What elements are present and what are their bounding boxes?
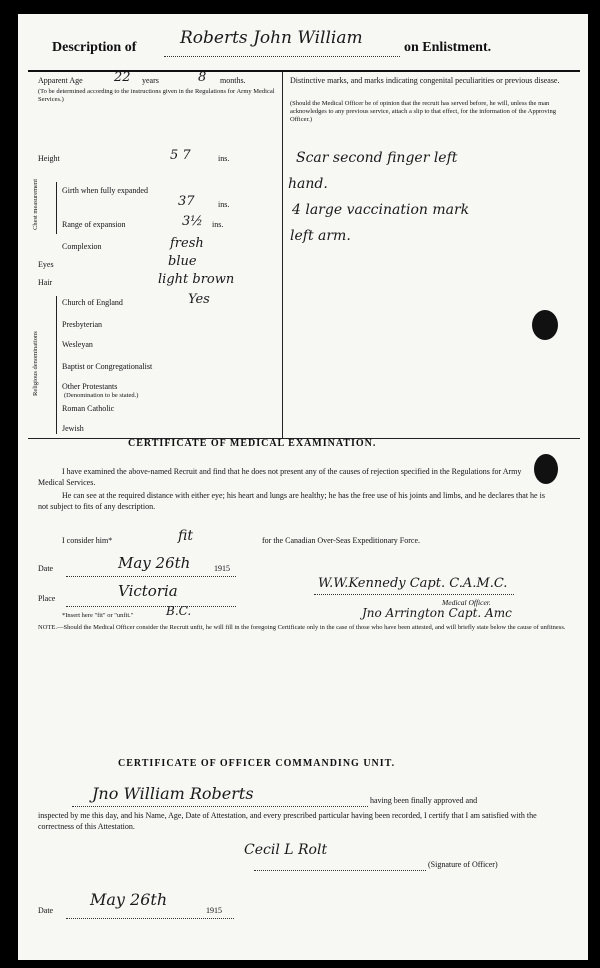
officer-date-value: May 26th: [90, 890, 168, 909]
medical-year: 1915: [214, 564, 230, 573]
girth-ins: ins.: [218, 200, 230, 209]
months-label: months.: [220, 76, 246, 85]
consider-prefix: I consider him*: [62, 536, 113, 545]
religion-bracket: [56, 296, 57, 434]
religion-wesleyan: Wesleyan: [62, 340, 93, 349]
officer-date-label: Date: [38, 906, 54, 915]
header-name-line: [164, 56, 400, 57]
religion-church-of-england: Church of England: [62, 298, 123, 307]
place-label: Place: [38, 594, 56, 603]
marks-note: (Should the Medical Officer be of opinion that the recruit has served before, he will, unless the man acknowledges to any previous service, attach a slip to that effect, for the information of the Approving Officer.): [290, 100, 556, 123]
religion-other-note: (Denomination to be stated.): [64, 392, 139, 399]
range-value: 3½: [182, 214, 203, 229]
marks-line-4: left arm.: [290, 228, 351, 244]
consider-value: fit: [178, 528, 193, 544]
marks-line-2: hand.: [288, 176, 328, 192]
place-value-2: B.C.: [166, 604, 192, 618]
religion-other-protestants: Other Protestants: [62, 382, 118, 391]
insert-note: *Insert here "fit" or "unfit.": [62, 612, 134, 619]
height-label: Height: [38, 154, 60, 163]
chest-label: Chest measurement: [32, 178, 39, 230]
religion-baptist: Baptist or Congregationalist: [62, 362, 153, 371]
place-line: [66, 606, 236, 607]
officer-signature-line: [254, 870, 426, 871]
officer-name-line: [72, 806, 368, 807]
attestation-page: [18, 14, 588, 960]
hair-label: Hair: [38, 278, 53, 287]
consider-suffix: for the Canadian Over-Seas Expeditionary Force.: [262, 536, 421, 545]
medical-p2: He can see at the required distance with either eye; his heart and lungs are healthy; he has the free use of his joints and limbs, and he declares that he is not subject to fits of any description.: [38, 491, 545, 511]
officer-date-line: [66, 918, 234, 919]
complexion-label: Complexion: [62, 242, 102, 251]
medical-countersign: Jno Arrington Capt. Amc: [362, 606, 512, 620]
marks-heading: Distinctive marks, and marks indicating congenital peculiarities or previous disease.: [290, 76, 560, 85]
medical-signature-line: [314, 594, 514, 595]
religion-presbyterian: Presbyterian: [62, 320, 102, 329]
age-label: Apparent Age: [38, 76, 83, 85]
medical-date-line: [66, 576, 236, 577]
place-value: Victoria: [118, 582, 178, 600]
years-label: years: [142, 76, 159, 85]
medical-p1: I have examined the above-named Recruit and find that he does not present any of the causes of rejection specified in the Regulations for Army Medical Services.: [38, 467, 522, 487]
girth-label: Girth when fully expanded: [62, 186, 148, 195]
punch-hole-1: [532, 310, 558, 340]
complexion-value: fresh: [170, 236, 204, 251]
age-months: 8: [198, 70, 207, 85]
religion-church-mark: Yes: [188, 292, 210, 307]
top-rule: [28, 70, 580, 72]
medical-date-value: May 26th: [118, 554, 191, 572]
officer-signature: Cecil L Rolt: [244, 842, 328, 858]
officer-year: 1915: [206, 906, 222, 915]
age-years: 22: [114, 70, 131, 85]
medical-signature: W.W.Kennedy Capt. C.A.M.C.: [318, 576, 508, 591]
eyes-value: blue: [168, 254, 197, 269]
officer-sig-label: (Signature of Officer): [428, 860, 498, 869]
girth-value: 37: [178, 194, 195, 209]
officer-line1: having been finally approved and: [370, 796, 478, 805]
medical-note: NOTE.—Should the Medical Officer consider the Recruit unfit, he will fill in the foregoing Certificate only in the case of those who have been attested, and will briefly state below the cause of unfitness.: [38, 624, 566, 631]
medical-officer-label: Medical Officer.: [442, 598, 491, 607]
chest-bracket: [56, 182, 57, 234]
marks-line-1: Scar second finger left: [296, 150, 458, 166]
header-name: Roberts John William: [180, 28, 363, 48]
height-ins: ins.: [218, 154, 230, 163]
religion-jewish: Jewish: [62, 424, 84, 433]
marks-line-3: 4 large vaccination mark: [292, 202, 470, 218]
header-suffix: on Enlistment.: [404, 40, 492, 55]
medical-date-label: Date: [38, 564, 54, 573]
religious-label: Religious denominations: [32, 331, 39, 397]
age-note: (To be determined according to the instructions given in the Regulations for Army Medical Services.): [38, 88, 275, 103]
range-label: Range of expansion: [62, 220, 126, 229]
column-divider: [282, 72, 283, 438]
height-value: 5 7: [170, 148, 191, 163]
header-prefix: Description of: [52, 40, 137, 55]
officer-title: CERTIFICATE OF OFFICER COMMANDING UNIT.: [118, 758, 396, 769]
officer-recruit-name: Jno William Roberts: [92, 784, 254, 803]
religion-roman-catholic: Roman Catholic: [62, 404, 115, 413]
medical-title: CERTIFICATE OF MEDICAL EXAMINATION.: [128, 438, 377, 449]
range-ins: ins.: [212, 220, 224, 229]
eyes-label: Eyes: [38, 260, 54, 269]
officer-line2: inspected by me this day, and his Name, Age, Date of Attestation, and every prescribed particular having been recorded, I certify that I am satisfied with the correctness of this Attestation.: [38, 811, 537, 831]
hair-value: light brown: [158, 272, 235, 287]
